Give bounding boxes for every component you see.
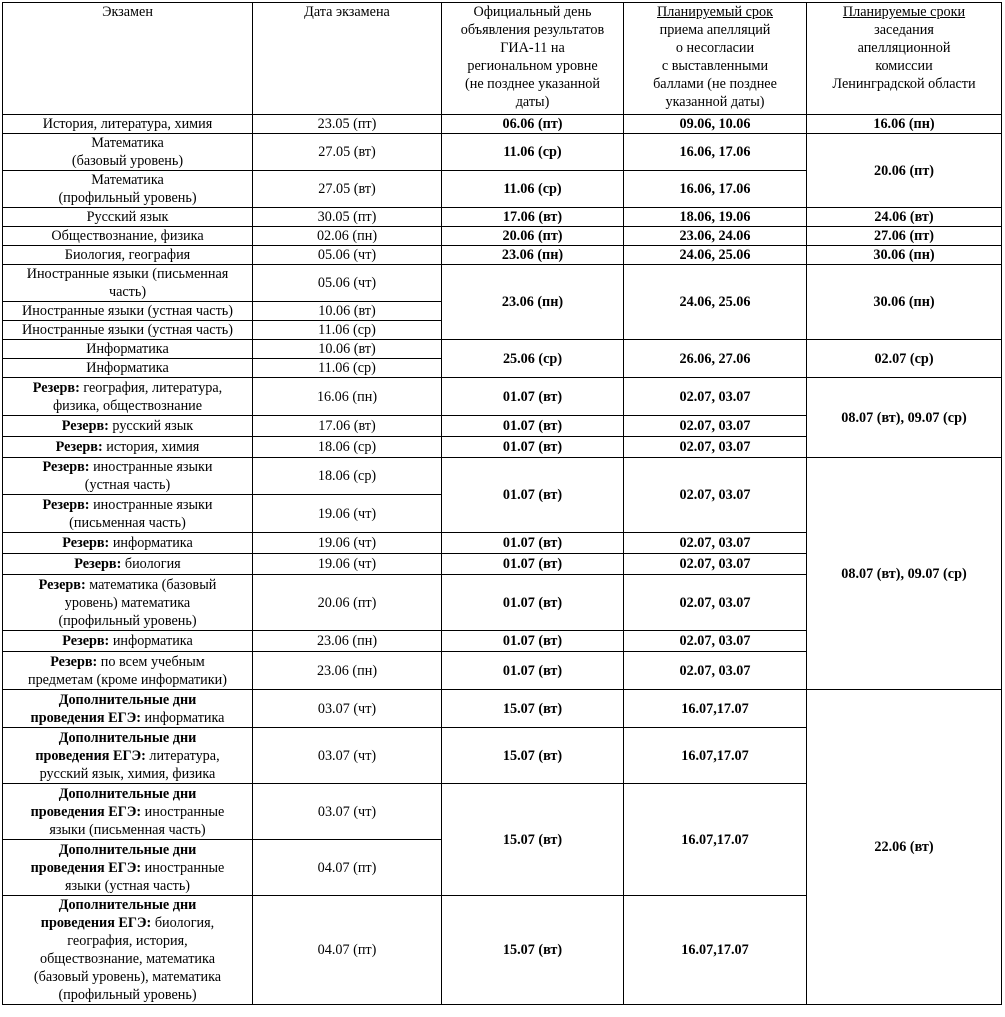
appeal-cell: 16.07,17.07 (624, 690, 807, 728)
exam-cell: Дополнительные дни проведения ЕГЭ: иностранные языки (письменная часть) (3, 784, 253, 840)
appeal-cell: 23.06, 24.06 (624, 227, 807, 246)
exam-date-cell: 27.05 (вт) (253, 134, 442, 171)
appeal-cell: 09.06, 10.06 (624, 115, 807, 134)
commission-cell: 08.07 (вт), 09.07 (ср) (807, 378, 1002, 458)
official-day-cell: 15.07 (вт) (442, 784, 624, 896)
header-official-day: Официальный день объявления результатов ГИА-11 на региональном уровне (не позднее указанной даты) (442, 3, 624, 115)
exam-cell: Резерв: иностранные языки (письменная часть) (3, 495, 253, 533)
appeal-cell: 18.06, 19.06 (624, 208, 807, 227)
exam-date-cell: 23.06 (пн) (253, 652, 442, 690)
exam-date-cell: 10.06 (вт) (253, 340, 442, 359)
exam-date-cell: 16.06 (пн) (253, 378, 442, 416)
header-date: Дата экзамена (253, 3, 442, 115)
exam-cell: Дополнительные дни проведения ЕГЭ: биология, география, история, обществознание, математика (базовый уровень), математика (профильный уровень) (3, 896, 253, 1005)
appeal-cell: 16.07,17.07 (624, 784, 807, 896)
exam-date-cell: 02.06 (пн) (253, 227, 442, 246)
exam-date-cell: 20.06 (пт) (253, 575, 442, 631)
exam-cell: Резерв: иностранные языки (устная часть) (3, 458, 253, 495)
commission-cell: 08.07 (вт), 09.07 (ср) (807, 458, 1002, 690)
table-row (3, 115, 1002, 134)
exam-date-cell: 11.06 (ср) (253, 359, 442, 378)
exam-date-cell: 04.07 (пт) (253, 896, 442, 1005)
appeal-cell: 02.07, 03.07 (624, 575, 807, 631)
exam-date-cell: 30.05 (пт) (253, 208, 442, 227)
appeal-cell: 24.06, 25.06 (624, 246, 807, 265)
exam-cell: Математика (базовый уровень) (3, 134, 253, 171)
table-row (3, 265, 1002, 302)
appeal-cell: 02.07, 03.07 (624, 533, 807, 554)
appeal-cell: 24.06, 25.06 (624, 265, 807, 340)
exam-cell: Резерв: история, химия (3, 437, 253, 458)
exam-date-cell: 27.05 (вт) (253, 171, 442, 208)
official-day-cell: 15.07 (вт) (442, 896, 624, 1005)
exam-date-cell: 04.07 (пт) (253, 840, 442, 896)
official-day-cell: 15.07 (вт) (442, 728, 624, 784)
table-row (3, 208, 1002, 227)
official-day-cell: 11.06 (ср) (442, 171, 624, 208)
commission-cell: 22.06 (вт) (807, 690, 1002, 1005)
exam-date-cell: 23.05 (пт) (253, 115, 442, 134)
appeal-cell: 02.07, 03.07 (624, 458, 807, 533)
exam-date-cell: 19.06 (чт) (253, 533, 442, 554)
exam-cell: Информатика (3, 340, 253, 359)
exam-cell: История, литература, химия (3, 115, 253, 134)
exam-cell: Иностранные языки (устная часть) (3, 302, 253, 321)
official-day-cell: 17.06 (вт) (442, 208, 624, 227)
header-exam: Экзамен (3, 3, 253, 115)
exam-cell: Резерв: по всем учебным предметам (кроме информатики) (3, 652, 253, 690)
exam-date-cell: 11.06 (ср) (253, 321, 442, 340)
official-day-cell: 01.07 (вт) (442, 631, 624, 652)
exam-date-cell: 03.07 (чт) (253, 690, 442, 728)
official-day-cell: 25.06 (ср) (442, 340, 624, 378)
official-day-cell: 01.07 (вт) (442, 652, 624, 690)
official-day-cell: 23.06 (пн) (442, 265, 624, 340)
appeal-cell: 16.06, 17.06 (624, 171, 807, 208)
official-day-cell: 23.06 (пн) (442, 246, 624, 265)
exam-cell: Информатика (3, 359, 253, 378)
exam-cell: Обществознание, физика (3, 227, 253, 246)
exam-date-cell: 23.06 (пн) (253, 631, 442, 652)
exam-cell: Резерв: информатика (3, 533, 253, 554)
table-row (3, 134, 1002, 171)
table-row (3, 246, 1002, 265)
exam-cell: Иностранные языки (устная часть) (3, 321, 253, 340)
commission-cell: 16.06 (пн) (807, 115, 1002, 134)
official-day-cell: 01.07 (вт) (442, 378, 624, 416)
exam-cell: Иностранные языки (письменная часть) (3, 265, 253, 302)
exam-cell: Резерв: биология (3, 554, 253, 575)
appeal-cell: 16.06, 17.06 (624, 134, 807, 171)
exam-date-cell: 18.06 (ср) (253, 458, 442, 495)
official-day-cell: 01.07 (вт) (442, 416, 624, 437)
exam-date-cell: 19.06 (чт) (253, 495, 442, 533)
exam-cell: Дополнительные дни проведения ЕГЭ: иностранные языки (устная часть) (3, 840, 253, 896)
exam-date-cell: 10.06 (вт) (253, 302, 442, 321)
exam-date-cell: 03.07 (чт) (253, 784, 442, 840)
appeal-cell: 02.07, 03.07 (624, 652, 807, 690)
exam-schedule-document (2, 2, 1001, 1005)
exam-cell: Резерв: информатика (3, 631, 253, 652)
appeal-cell: 02.07, 03.07 (624, 554, 807, 575)
exam-cell: Русский язык (3, 208, 253, 227)
exam-date-cell: 05.06 (чт) (253, 246, 442, 265)
exam-schedule-table (2, 2, 1002, 1005)
exam-cell: Математика (профильный уровень) (3, 171, 253, 208)
appeal-cell: 26.06, 27.06 (624, 340, 807, 378)
exam-date-cell: 03.07 (чт) (253, 728, 442, 784)
exam-date-cell: 18.06 (ср) (253, 437, 442, 458)
header-row (3, 3, 1002, 115)
exam-date-cell: 05.06 (чт) (253, 265, 442, 302)
commission-cell: 30.06 (пн) (807, 246, 1002, 265)
table-row (3, 458, 1002, 495)
commission-cell: 02.07 (ср) (807, 340, 1002, 378)
table-row (3, 340, 1002, 359)
exam-cell: Дополнительные дни проведения ЕГЭ: литература, русский язык, химия, физика (3, 728, 253, 784)
exam-date-cell: 17.06 (вт) (253, 416, 442, 437)
appeal-cell: 16.07,17.07 (624, 728, 807, 784)
official-day-cell: 15.07 (вт) (442, 690, 624, 728)
appeal-cell: 02.07, 03.07 (624, 631, 807, 652)
official-day-cell: 01.07 (вт) (442, 575, 624, 631)
exam-cell: Биология, география (3, 246, 253, 265)
table-row (3, 690, 1002, 728)
official-day-cell: 01.07 (вт) (442, 437, 624, 458)
official-day-cell: 01.07 (вт) (442, 554, 624, 575)
official-day-cell: 06.06 (пт) (442, 115, 624, 134)
exam-cell: Резерв: география, литература, физика, обществознание (3, 378, 253, 416)
commission-cell: 20.06 (пт) (807, 134, 1002, 208)
appeal-cell: 02.07, 03.07 (624, 416, 807, 437)
official-day-cell: 01.07 (вт) (442, 458, 624, 533)
commission-cell: 27.06 (пт) (807, 227, 1002, 246)
official-day-cell: 01.07 (вт) (442, 533, 624, 554)
commission-cell: 30.06 (пн) (807, 265, 1002, 340)
official-day-cell: 20.06 (пт) (442, 227, 624, 246)
exam-cell: Дополнительные дни проведения ЕГЭ: информатика (3, 690, 253, 728)
commission-cell: 24.06 (вт) (807, 208, 1002, 227)
official-day-cell: 11.06 (ср) (442, 134, 624, 171)
appeal-cell: 02.07, 03.07 (624, 437, 807, 458)
table-row (3, 378, 1002, 416)
table-row (3, 227, 1002, 246)
header-commission: Планируемые сроки заседания апелляционной комиссии Ленинградской области (807, 3, 1002, 115)
header-appeal-period: Планируемый срок приема апелляций о несогласии с выставленными баллами (не позднее указанной даты) (624, 3, 807, 115)
appeal-cell: 16.07,17.07 (624, 896, 807, 1005)
appeal-cell: 02.07, 03.07 (624, 378, 807, 416)
exam-date-cell: 19.06 (чт) (253, 554, 442, 575)
exam-cell: Резерв: русский язык (3, 416, 253, 437)
exam-cell: Резерв: математика (базовый уровень) математика (профильный уровень) (3, 575, 253, 631)
